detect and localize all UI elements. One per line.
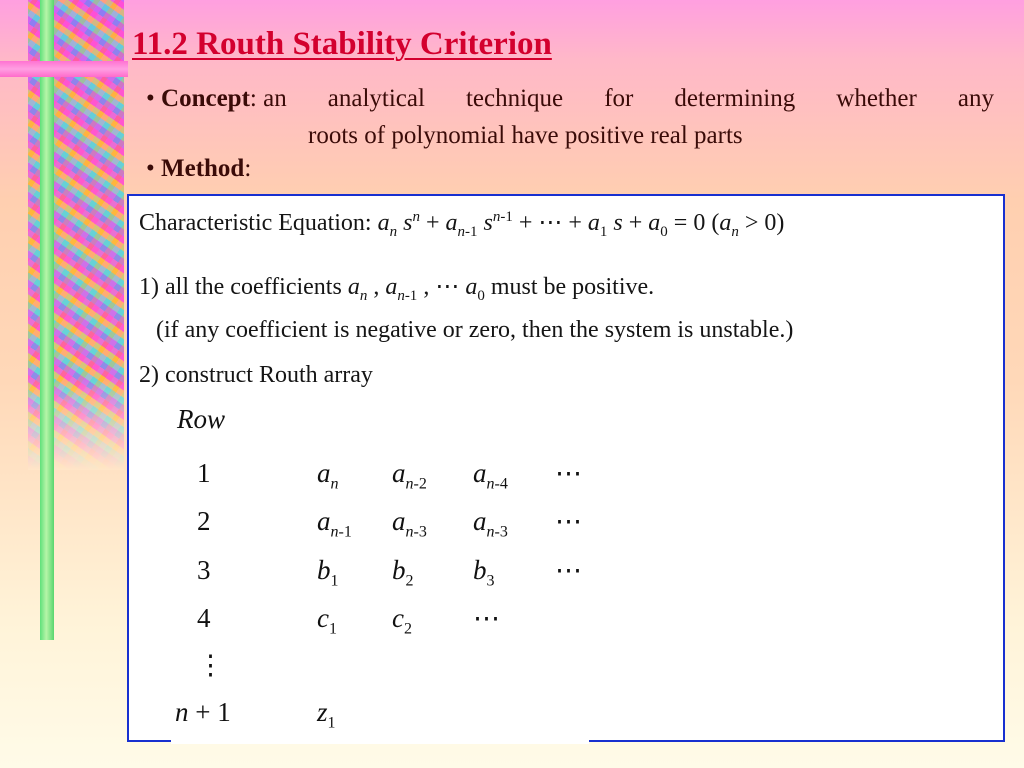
concept-lead: • Concept: an (146, 85, 287, 112)
method-box (127, 194, 1005, 742)
decorative-horizontal-bar (0, 61, 128, 77)
routh-cell: $b_2$ (392, 555, 414, 590)
routh-cell: $a_{n-2}$ (392, 458, 427, 493)
routh-row-index: 2 (197, 506, 211, 536)
routh-row-index: 3 (197, 555, 211, 585)
concept-line-2: roots of polynomial have positive real parts (308, 122, 743, 149)
concept-word: : an (249, 85, 287, 112)
routh-cell: $b_3$ (473, 555, 495, 590)
char-eq-label: Characteristic Equation: (139, 210, 372, 236)
routh-array (171, 400, 589, 744)
routh-cell: ⋯ (473, 603, 500, 633)
routh-cell: $a_{n-3}$ (392, 506, 427, 541)
slide-title: 11.2 Routh Stability Criterion (132, 26, 552, 62)
concept-word: whether (836, 85, 917, 112)
concept-label: Concept (161, 85, 250, 112)
concept-line-1 (146, 80, 994, 117)
concept-word: technique (465, 85, 564, 112)
method-bullet: • Method: (146, 155, 252, 182)
routh-cell: $a_{n-1}$ (317, 506, 352, 541)
method-label: Method (161, 155, 245, 182)
characteristic-equation (139, 208, 784, 241)
concept-word: for (604, 85, 634, 112)
routh-row-index: 1 (197, 458, 211, 488)
routh-cell: $z_1$ (317, 697, 336, 732)
concept-word: any (957, 85, 994, 112)
routh-cell: $a_n$ (317, 458, 339, 493)
routh-cell: ⋯ (555, 506, 582, 536)
routh-row-index: 4 (197, 603, 211, 633)
routh-cell: ⋯ (555, 555, 582, 585)
item-1-note: (if any coefficient is negative or zero, then the system is unstable.) (156, 317, 794, 343)
method-suffix: : (244, 155, 252, 182)
routh-cell: $a_{n-3}$ (473, 506, 508, 541)
concept-word: analytical (327, 85, 425, 112)
char-eq-expression: $a_n$ $s^n + a_{n-1}$ $s^{n-1}$ + ⋯ + $a_1$ $s + a_0 = 0$ $(a_n > 0)$ (377, 209, 785, 240)
concept-word: determining (674, 85, 796, 112)
decorative-vertical-bar (40, 0, 54, 640)
routh-cell: $b_1$ (317, 555, 339, 590)
routh-cell: $a_{n-4}$ (473, 458, 508, 493)
routh-cell: ⋯ (555, 458, 582, 488)
concept-bullet (146, 80, 994, 154)
routh-row-index: ⋮ (197, 650, 224, 680)
routh-row-index: n + 1 (175, 697, 231, 727)
item-1: 1) all the coefficients $a_n$ , $a_{n-1}$ , ⋯ $a_0$ must be positive. (139, 274, 655, 304)
item-2: 2) construct Routh array (139, 362, 373, 388)
routh-header-row: Row (177, 404, 226, 434)
routh-cell: $c_1$ (317, 603, 337, 638)
routh-cell: $c_2$ (392, 603, 412, 638)
